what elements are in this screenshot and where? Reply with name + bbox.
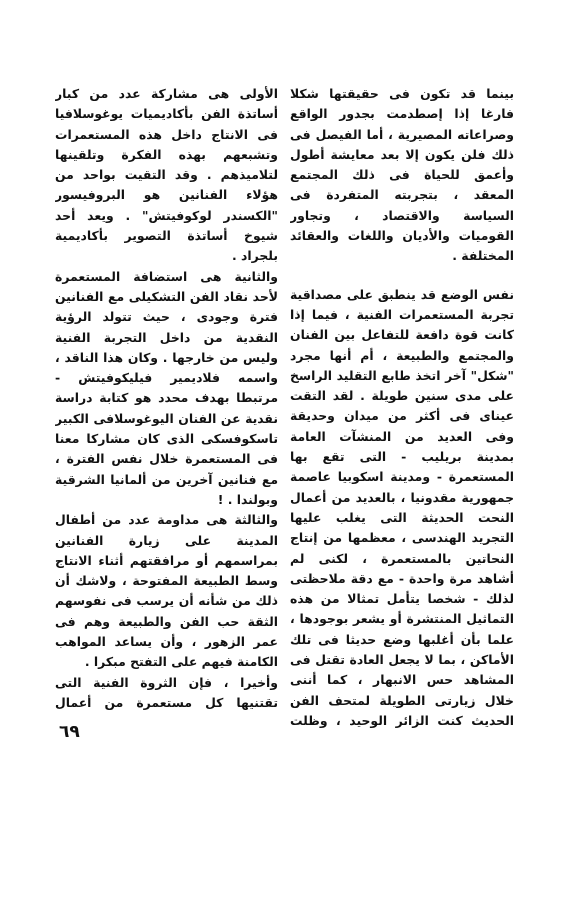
right-paragraph-2: نفس الوضع قد ينطبق على مصداقية تجربة المستعمرات الفنية ، فيما إذا كانت قوة دافعة للتفاعل بين الفنان والمجتمع والطبيعة ، أم أنها مجرد "شكل" آخر اتخذ طابع التقليد الراسخ على مدى سنين طويلة . لقد التقت عيناى فى أكثر من ميدان وحديقة وفى العديد من المنشآت العامة بمدينة بريليب - التى تقع بها المستعمرة - ومدينة اسكوبيا عاصمة جمهورية مقدونيا ، بالعديد من أعمال النحت الحديثة التى يغلب عليها التجريد الهندسى ، معظمها من إنتاج النحاتين بالمستعمرة ، لكنى لم أشاهد مرة واحدة - مع دقة ملاحظتى لذلك - شخصا يتأمل تمثالا من هذه التماثيل المنتشرة أو يشعر بوجودها ، علما بأن أغلبها وضع حديثا فى تلك الأماكن ، بما لا يجعل العادة تقتل فى المشاهد حس الانبهار ، كما أننى خلال زيارتى الطويلة لمتحف الفن الحديث كنت الزائر الوحيد ، وظلت — [290, 286, 514, 728]
left-column — [55, 84, 278, 714]
left-paragraph-4: وأخيرا ، فإن الثروة الفنية التى تقتنيها كل مستعمرة من أعمال — [55, 674, 278, 710]
right-paragraph-1: بينما قد تكون فى حقيقتها شكلا فارغا إذا إصطدمت بجدور الواقع وصراعاته المصيرية ، أما الفيصل فى ذلك فلن يكون إلا بعد معايشة أطول وأعمق للحياة فى ذلك المجتمع المعقد ، بتجربته المتفردة فى السياسة والاقتصاد ، وتجاور القوميات والأديان واللغات والعقائد المختلفة . — [290, 86, 514, 264]
left-paragraph-1: الأولى هى مشاركة عدد من كبار أساتذة الفن بأكاديميات يوغوسلافيا فى الانتاج داخل هذه المستعمرات وتشبعهم بهذه الفكرة وتلقينها لتلاميذهم . وقد التقيت بواحد من هؤلاء الفنانين هو البروفيسور "الكسندر لوكوفيتش" . ويعد أحد شيوخ أساتذة التصوير بأكاديمية بلجراد . — [55, 86, 278, 264]
left-paragraph-2: والثانية هى استضافة المستعمرة لأحد نقاد الفن التشكيلى مع الفنانين فترة وجودى ، حيث تتولد الرؤية النقدية من داخل التجربة الفنية وليس من خارجها . وكان هذا الناقد ، واسمه فلاديمير فيليكوفيتش - مرتبطا بهدف محدد هو كتابة دراسة نقدية عن الفنان اليوغوسلافى الكبير تاسكوفسكى الذى كان مشاركا معنا فى المستعمرة خلال نفس الفترة ، مع فنانين آخرين من ألمانيا الشرقية وبولندا . ! — [55, 268, 278, 507]
right-column — [290, 84, 514, 734]
left-paragraph-3: والثالثة هى مداومة عدد من أطفال المدينة على زيارة الفنانين بمراسمهم أو مرافقتهم أثناء الانتاج وسط الطبيعة المفتوحة ، ولاشك أن ذلك من شأنه أن يرسب فى نفوسهم الثقة حب الفن والطبيعة وهم فى عمر الزهور ، وأن يساعد المواهب الكامنة فيهم على التفتح مبكرا . — [55, 512, 278, 670]
page-number: ٦٩ — [59, 722, 80, 742]
paragraph-gap — [290, 267, 514, 285]
